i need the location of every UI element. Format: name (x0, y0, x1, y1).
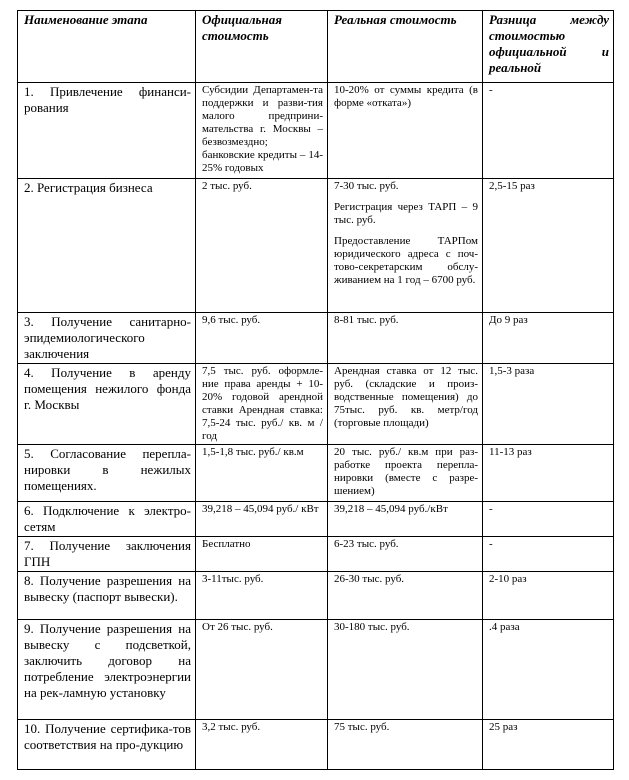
real-cost-cell (328, 720, 483, 770)
stage-name-cell: 10. Получение сертифика-тов соответствия на про-дукцию (18, 720, 196, 770)
real-cost-line: 6-23 тыс. руб. (334, 538, 399, 550)
official-cost-cell: 2 тыс. руб. (196, 179, 328, 313)
official-cost-cell: 3,2 тыс. руб. (196, 720, 328, 770)
real-cost-line: 30-180 тыс. руб. (334, 621, 410, 633)
header-real-cost: Реальная стоимость (328, 11, 483, 83)
stage-name-cell: 5. Согласование перепла-нировки в нежилых помещениях. (18, 445, 196, 502)
real-cost-line: Регистрация через ТАРП – 9 тыс. руб. (334, 201, 478, 226)
header-stage-name: Наименование этапа (18, 11, 196, 83)
table-row (18, 537, 614, 572)
stage-name-cell: 8. Получение разрешения на вывеску (паспорт вывески). (18, 572, 196, 620)
cost-difference-cell: 2,5-15 раз (483, 179, 614, 313)
header-cost-difference: Разница между стоимостью официальной и реальной (483, 11, 614, 83)
cost-difference-cell: 25 раз (483, 720, 614, 770)
real-cost-cell (328, 445, 483, 502)
real-cost-cell (328, 620, 483, 720)
real-cost-line: 20 тыс. руб./ кв.м при раз-работке проекта перепла-нировки (вместе с разре-шением) (334, 446, 478, 497)
real-cost-line: 7-30 тыс. руб. (334, 180, 399, 192)
real-cost-line: 26-30 тыс. руб. (334, 573, 405, 585)
table-row (18, 179, 614, 313)
real-cost-line: Предоставление ТАРПом юридического адреса с поч-тово-секретарским обслу-живанием на 1 год – 6700 руб. (334, 235, 478, 286)
stage-name-cell: 6. Подключение к электро-сетям (18, 502, 196, 537)
official-cost-cell: 3-11тыс. руб. (196, 572, 328, 620)
table-row (18, 83, 614, 179)
real-cost-cell (328, 537, 483, 572)
official-cost-cell: 1,5-1,8 тыс. руб./ кв.м (196, 445, 328, 502)
table-row (18, 364, 614, 445)
official-cost-cell: 9,6 тыс. руб. (196, 313, 328, 364)
real-cost-line: 75 тыс. руб. (334, 721, 390, 733)
cost-difference-cell: - (483, 502, 614, 537)
stage-name-cell: 9. Получение разрешения на вывеску с подсветкой, заключить договор на потребление электроэнергии на рек-ламную установку (18, 620, 196, 720)
cost-comparison-table (17, 10, 614, 770)
cost-difference-cell: 11-13 раз (483, 445, 614, 502)
real-cost-cell (328, 83, 483, 179)
table-row (18, 620, 614, 720)
cost-difference-cell: .4 раза (483, 620, 614, 720)
real-cost-line: Арендная ставка от 12 тыс. руб. (складские и произ-водственные помещения) до 75тыс. руб. кв. метр/год (торговые площади) (334, 365, 478, 429)
table-body (18, 83, 614, 770)
real-cost-cell (328, 502, 483, 537)
cost-difference-cell: До 9 раз (483, 313, 614, 364)
table-row (18, 445, 614, 502)
real-cost-line: 8-81 тыс. руб. (334, 314, 399, 326)
stage-name-cell: 1. Привлечение финанси-рования (18, 83, 196, 179)
table-row (18, 313, 614, 364)
table-row (18, 572, 614, 620)
cost-difference-cell: 1,5-3 раза (483, 364, 614, 445)
real-cost-line: 39,218 – 45,094 руб./кВт (334, 503, 448, 515)
real-cost-cell (328, 572, 483, 620)
official-cost-cell: Субсидии Департамен-та поддержки и разви-тия малого предприни-мательства г. Москвы – безвозмездно; банковские кредиты – 14-25% годовых (196, 83, 328, 179)
header-official-cost: Официальная стоимость (196, 11, 328, 83)
table-row (18, 720, 614, 770)
cost-difference-cell: - (483, 537, 614, 572)
real-cost-cell (328, 179, 483, 313)
official-cost-cell: От 26 тыс. руб. (196, 620, 328, 720)
official-cost-cell: Бесплатно (196, 537, 328, 572)
cost-difference-cell: - (483, 83, 614, 179)
official-cost-cell: 7,5 тыс. руб. оформле-ние права аренды + 10-20% годовой арендной ставки Арендная ставка: 7,5-24 тыс. руб./ кв. м / год (196, 364, 328, 445)
real-cost-cell (328, 313, 483, 364)
stage-name-cell: 2. Регистрация бизнеса (18, 179, 196, 313)
cost-comparison-document (17, 10, 613, 770)
stage-name-cell: 4. Получение в аренду помещения нежилого фонда г. Москвы (18, 364, 196, 445)
stage-name-cell: 3. Получение санитарно-эпидемиологического заключения (18, 313, 196, 364)
real-cost-line: 10-20% от суммы кредита (в форме «отката») (334, 84, 478, 109)
real-cost-cell (328, 364, 483, 445)
official-cost-cell: 39,218 – 45,094 руб./ кВт (196, 502, 328, 537)
stage-name-cell: 7. Получение заключения ГПН (18, 537, 196, 572)
table-row (18, 502, 614, 537)
table-header-row (18, 11, 614, 83)
cost-difference-cell: 2-10 раз (483, 572, 614, 620)
